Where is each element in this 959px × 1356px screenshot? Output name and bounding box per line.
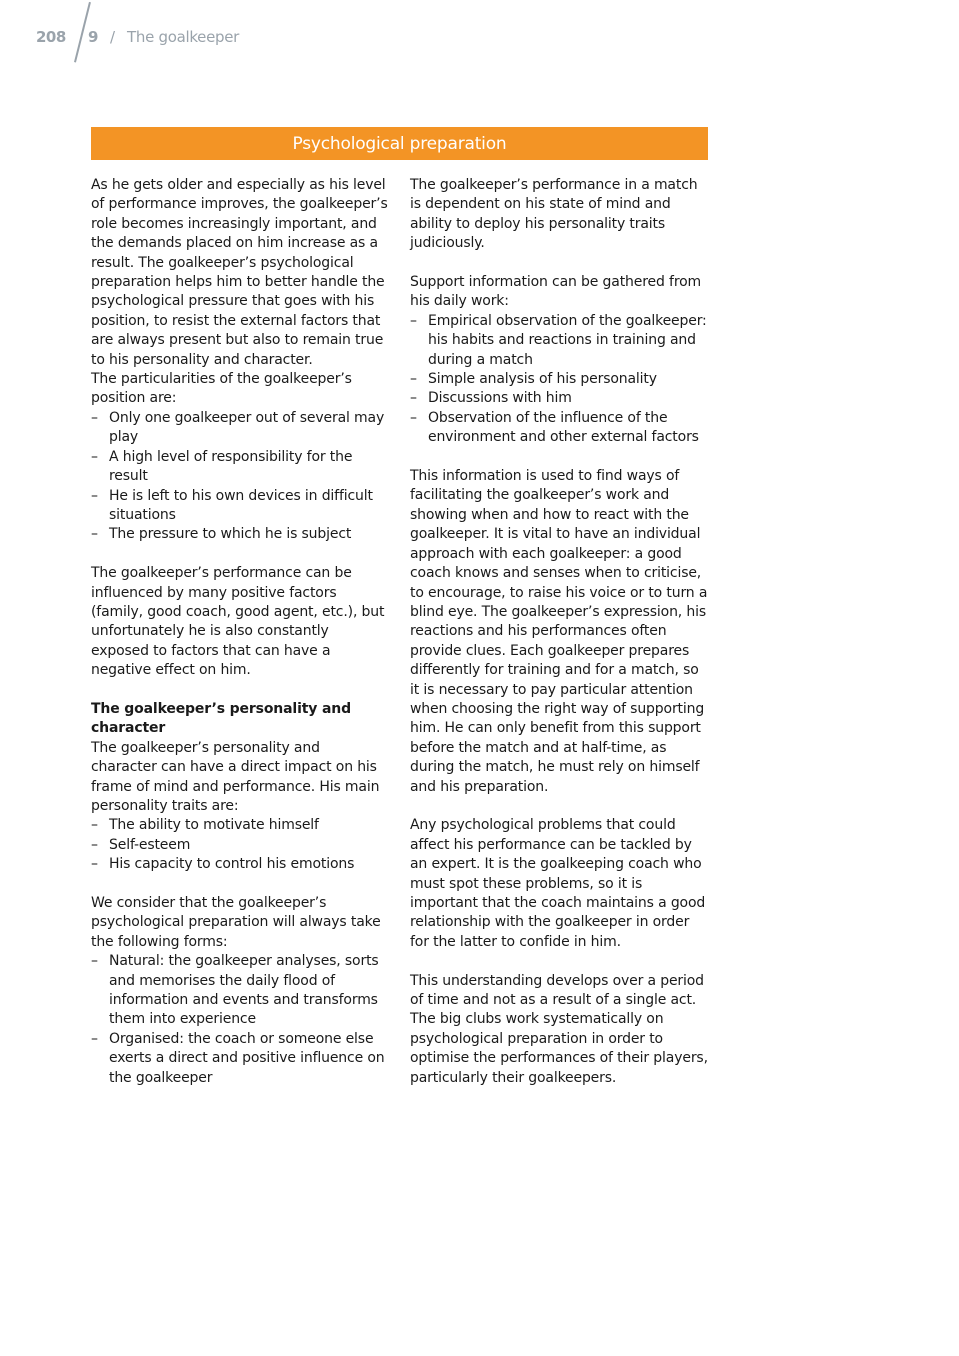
header-separator: /	[110, 28, 116, 46]
paragraph-gap	[410, 448, 710, 467]
list-item: – Only one goalkeeper out of several may play	[91, 409, 389, 448]
list-item: – Simple analysis of his personality	[410, 370, 710, 389]
paragraph-gap	[410, 797, 710, 816]
list-item: – Natural: the goalkeeper analyses, sorts and memorises the daily flood of information and events and transforms them into experience	[91, 952, 389, 1030]
list-item: – Discussions with him	[410, 389, 710, 408]
section-title-banner: Psychological preparation	[91, 127, 708, 160]
list-item: – He is left to his own devices in difficult situations	[91, 487, 389, 526]
right-column	[410, 176, 710, 1088]
chapter-title: The goalkeeper	[127, 28, 240, 46]
list-item: – Organised: the coach or someone else exerts a direct and positive influence on the goalkeeper	[91, 1030, 389, 1088]
paragraph-gap	[91, 681, 389, 700]
personality-heading: The goalkeeper’s personality and character	[91, 700, 351, 737]
chapter-number: 9	[88, 28, 99, 46]
list-item: – Self-esteem	[91, 836, 389, 855]
paragraph-gap	[91, 545, 389, 564]
particularities-list	[91, 409, 389, 545]
list-item: – A high level of responsibility for the result	[91, 448, 389, 487]
list-item: – The ability to motivate himself	[91, 816, 389, 835]
support-list	[410, 312, 710, 448]
page-number: 208	[36, 28, 66, 46]
list-item: – The pressure to which he is subject	[91, 525, 389, 544]
paragraph-gap	[410, 952, 710, 971]
forms-list	[91, 952, 389, 1088]
information-use-paragraph: This information is used to find ways of facilitating the goalkeeper’s work and showing when and how to react with the goalkeeper. It is vital to have an individual approach with each goalkeeper: a good coach knows and senses when to criticise, to encourage, to raise his voice or to turn a blind eye. The goalkeeper’s expression, his reactions and his performances often provide clues. Each goalkeeper prepares differently for training and for a match, so it is necessary to pay particular attention when choosing the right way of supporting him. He can only benefit from this support before the match and at half-time, as during the match, he must rely on himself and his preparation.	[410, 468, 708, 795]
list-item: – Observation of the influence of the environment and other external factors	[410, 409, 710, 448]
intro-paragraph: As he gets older and especially as his level of performance improves, the goalkeeper’s role becomes increasingly important, and the demands placed on him increase as a result. The goalkeeper’s psychological preparation helps him to better handle the psychological pressure that goes with his position, to resist the external factors that are always present but also to remain true to his personality and character.	[91, 177, 388, 368]
personality-paragraph: The goalkeeper’s personality and character can have a direct impact on his frame of mind and performance. His main personality traits are:	[91, 739, 380, 814]
problems-paragraph: Any psychological problems that could affect his performance can be tackled by an expert. It is the goalkeeping coach who must spot these problems, so it is important that the coach maintains a good relationship with the goalkeeper in order for the latter to confide in him.	[410, 817, 706, 950]
performance-paragraph: The goalkeeper’s performance in a match is dependent on his state of mind and ability to deploy his personality traits judiciously.	[410, 177, 698, 252]
list-item: – Empirical observation of the goalkeeper: his habits and reactions in training and during a match	[410, 312, 710, 370]
understanding-paragraph: This understanding develops over a period of time and not as a result of a single act. The big clubs work systematically on psychological preparation in order to optimise the performances of their players, particularly their goalkeepers.	[410, 972, 708, 1086]
paragraph-gap	[410, 254, 710, 273]
traits-list	[91, 816, 389, 874]
influence-paragraph: The goalkeeper’s performance can be influenced by many positive factors (family, good coach, good agent, etc.), but unfortunately he is also constantly exposed to factors that can have a negative effect on him.	[91, 565, 385, 679]
forms-intro: We consider that the goalkeeper’s psychological preparation will always take the following forms:	[91, 894, 381, 950]
running-header	[36, 28, 336, 50]
list-item: – His capacity to control his emotions	[91, 855, 389, 874]
particularities-intro: The particularities of the goalkeeper’s position are:	[91, 371, 352, 407]
paragraph-gap	[91, 875, 389, 894]
left-column	[91, 176, 389, 1088]
support-intro: Support information can be gathered from his daily work:	[410, 274, 702, 310]
